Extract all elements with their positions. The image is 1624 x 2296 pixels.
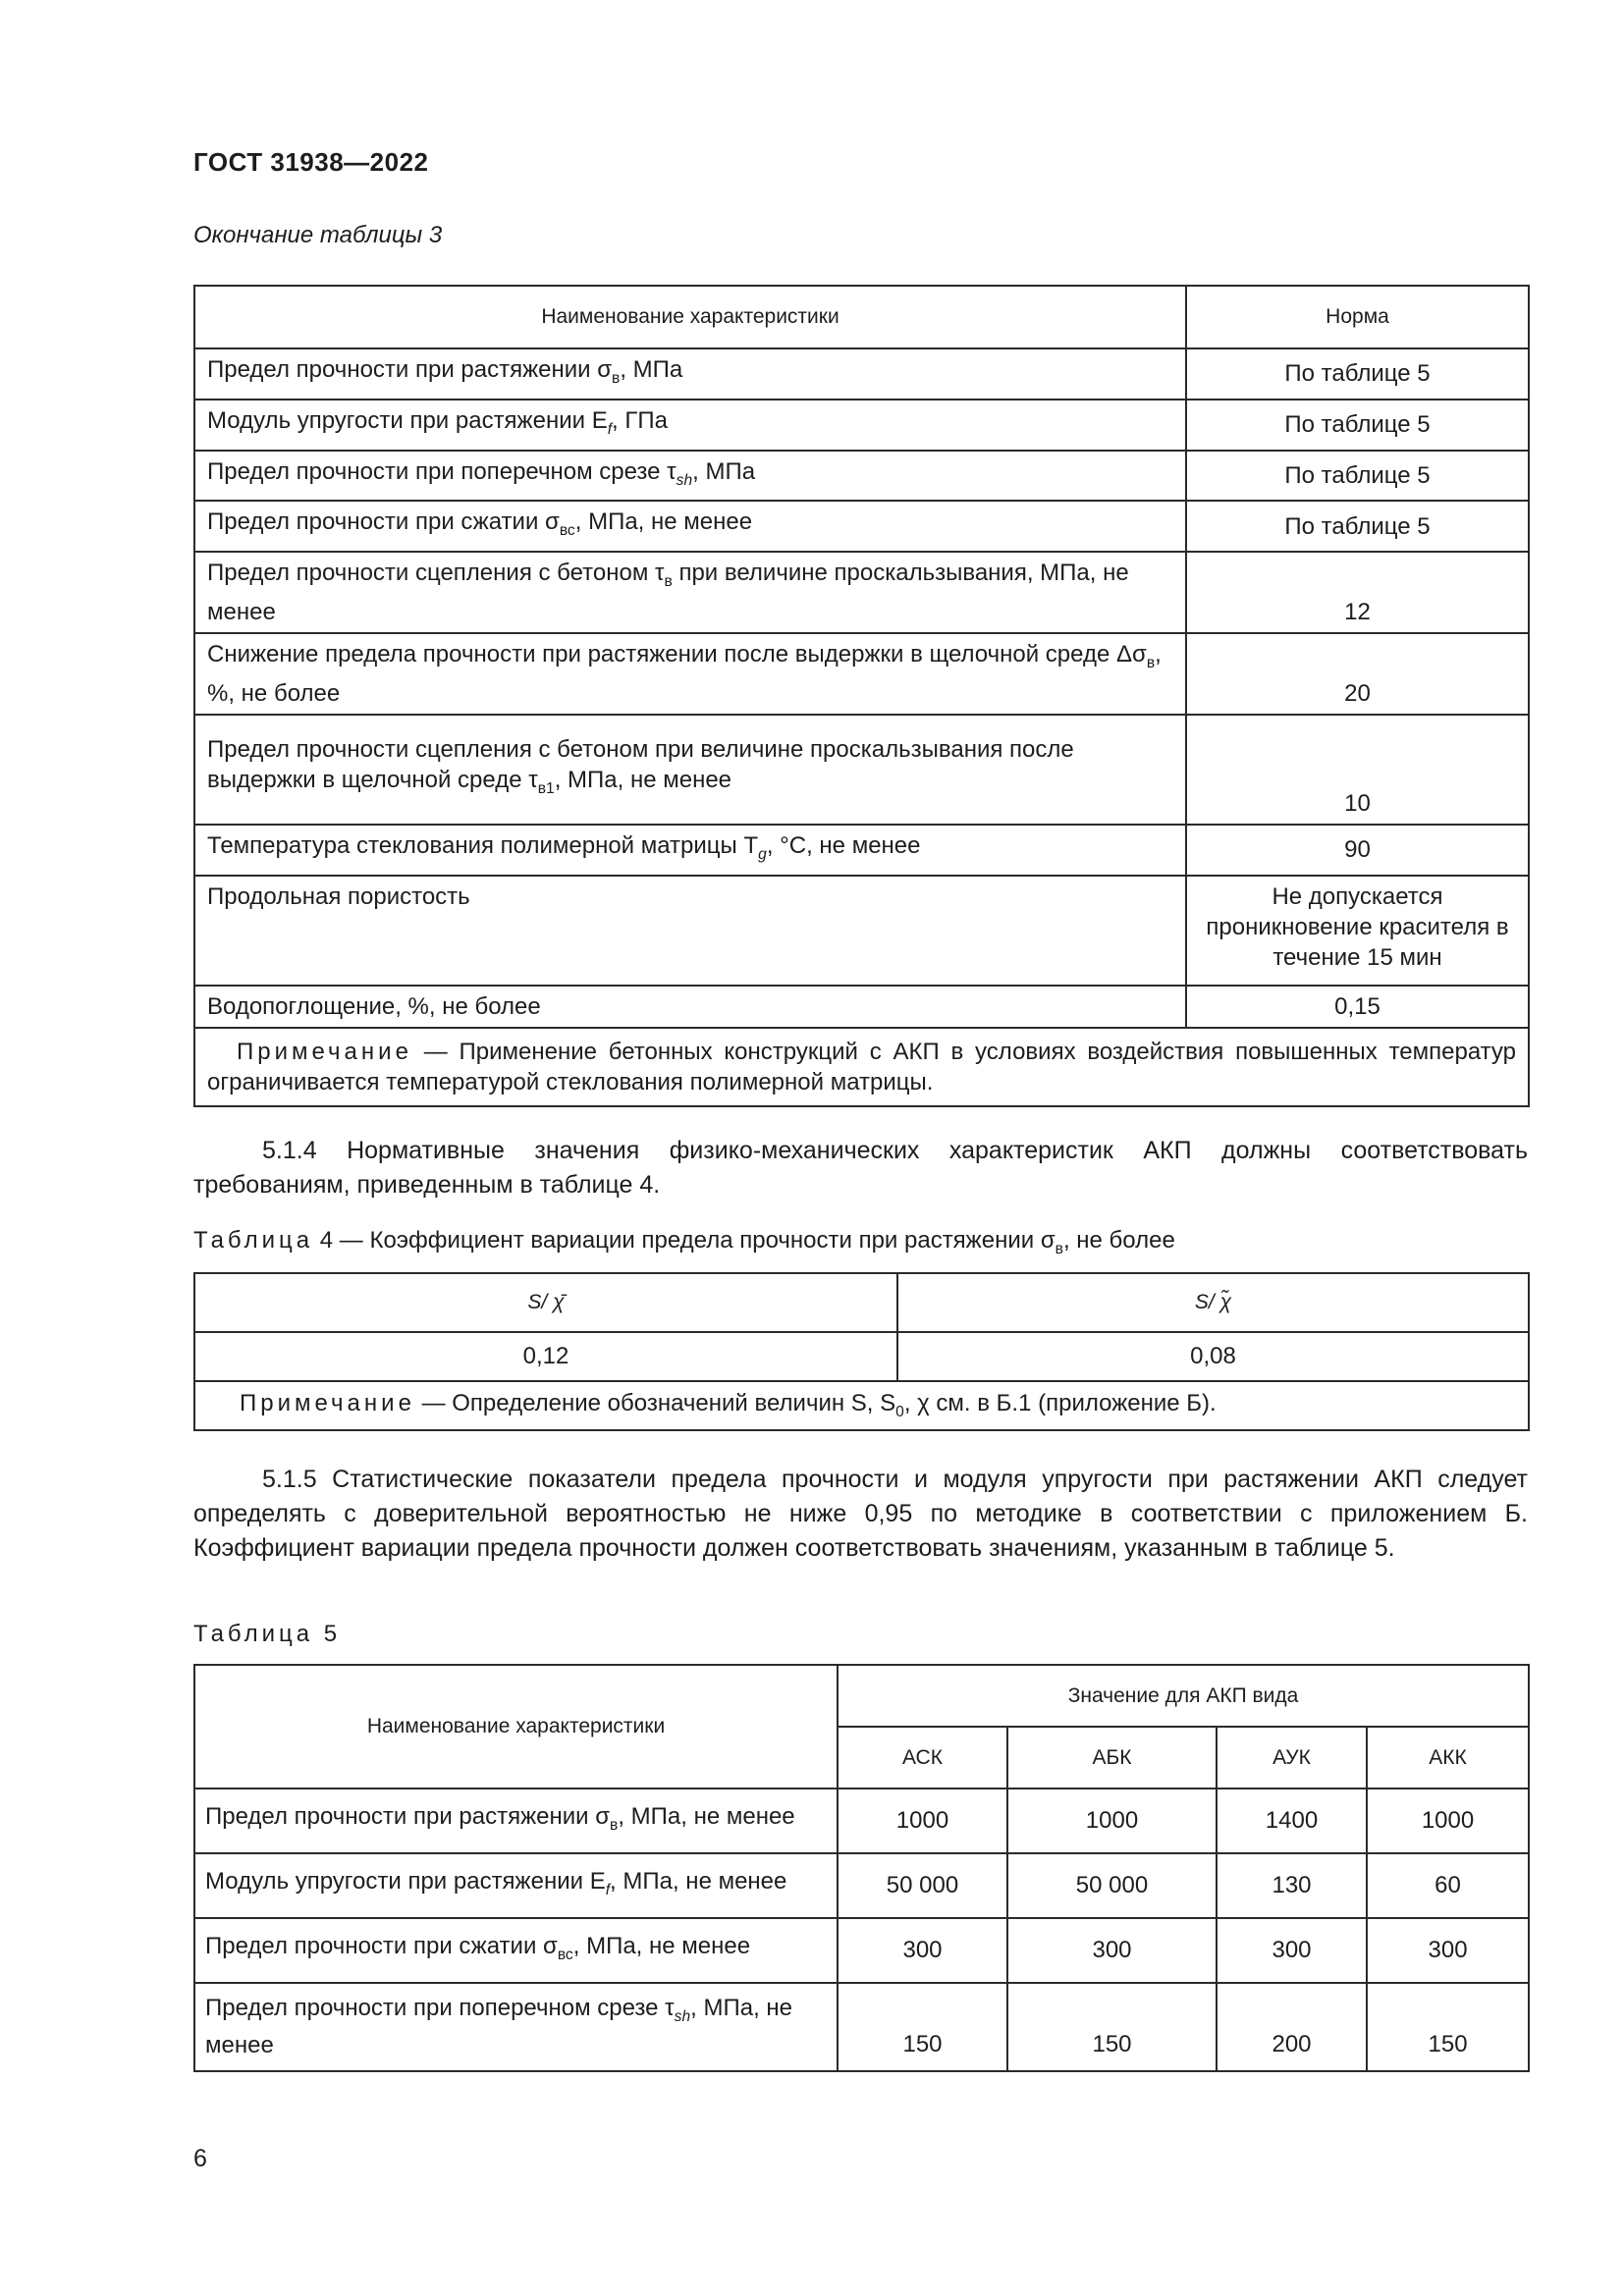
table-row	[194, 876, 1529, 986]
table-3-note-row	[194, 1028, 1529, 1106]
table-cell: 0,08	[897, 1332, 1529, 1381]
table-cell: 1000	[1367, 1789, 1529, 1853]
column-header-name: Наименование характеристики	[194, 286, 1186, 348]
table-cell: 1400	[1217, 1789, 1367, 1853]
row-norm: По таблице 5	[1186, 451, 1529, 502]
table-row	[194, 825, 1529, 876]
table-cell: 150	[1367, 1983, 1529, 2071]
row-norm: По таблице 5	[1186, 348, 1529, 400]
table-row	[194, 348, 1529, 400]
row-label: Снижение предела прочности при растяжении после выдержки в щелочной среде $\Delta\sigma_в$, %, не более	[194, 633, 1186, 715]
table-5-header-row	[194, 1665, 1529, 1727]
row-label: Модуль упругости при растяжении $E_f$, ГПа	[194, 400, 1186, 451]
table-cell: 300	[1367, 1918, 1529, 1983]
table-4-caption: Таблица 4 — Коэффициент вариации предела прочности при растяжении $\sigma_в$, не более	[193, 1227, 1175, 1257]
row-label: Предел прочности при растяжении $\sigma_в$, МПа	[194, 348, 1186, 400]
column-header-s-x-median: S/ χ̃	[897, 1273, 1529, 1332]
table-4-note: Примечание — Определение обозначений величин S, $S_0$, χ см. в Б.1 (приложение Б).	[194, 1381, 1529, 1430]
row-norm: По таблице 5	[1186, 501, 1529, 552]
page-number: 6	[193, 2145, 207, 2172]
table-cell: 130	[1217, 1853, 1367, 1918]
row-label: Предел прочности при поперечном срезе $\tau_{sh}$, МПа	[194, 451, 1186, 502]
table-4-note-row	[194, 1381, 1529, 1430]
row-norm: 10	[1186, 715, 1529, 825]
row-label: Водопоглощение, %, не более	[194, 986, 1186, 1028]
row-norm: Не допускается проникновение красителя в течение 15 мин	[1186, 876, 1529, 986]
column-header-s-x-mean: S/ χ̄	[194, 1273, 897, 1332]
table-cell: 150	[1007, 1983, 1217, 2071]
table-cell: 50 000	[838, 1853, 1007, 1918]
row-label: Предел прочности при сжатии $\sigma_{вс}$, МПа, не менее	[194, 501, 1186, 552]
table-cell: 300	[1217, 1918, 1367, 1983]
table-row	[194, 501, 1529, 552]
table-3-note	[194, 1028, 1529, 1106]
table-3-header-row	[194, 286, 1529, 348]
row-label: Предел прочности сцепления с бетоном $\tau_в$ при величине проскальзывания, МПа, не менее	[194, 552, 1186, 633]
row-norm: 90	[1186, 825, 1529, 876]
note-text: — Применение бетонных конструкций с АКП в условиях воздействия повышенных температур ограничивается температурой стеклования полимерной матрицы.	[207, 1038, 1516, 1095]
table-row	[194, 1983, 1529, 2071]
column-group-header: Значение для АКП вида	[838, 1665, 1529, 1727]
row-norm: 0,15	[1186, 986, 1529, 1028]
table-row	[194, 1332, 1529, 1381]
table-4-header-row	[194, 1273, 1529, 1332]
note-label: Примечание	[237, 1038, 412, 1065]
table-cell: 50 000	[1007, 1853, 1217, 1918]
row-label: Продольная пористость	[194, 876, 1186, 986]
row-label: Предел прочности при поперечном срезе $\tau_{sh}$, МПа, не менее	[194, 1983, 838, 2071]
table-cell: 150	[838, 1983, 1007, 2071]
table-continuation-label: Окончание таблицы 3	[193, 222, 443, 248]
table-cell: 1000	[1007, 1789, 1217, 1853]
paragraph-5-1-5: 5.1.5 Статистические показатели предела прочности и модуля упругости при растяжении АКП следует определять с доверительной вероятностью не ниже 0,95 по методике в соответствии с приложением Б. Коэффициент вариации предела прочности должен соответствовать значениям, указанным в таблице 5.	[193, 1466, 1528, 1562]
table-cell: 200	[1217, 1983, 1367, 2071]
row-label: Предел прочности при сжатии $\sigma_{вс}$, МПа, не менее	[194, 1918, 838, 1983]
row-label: Температура стеклования полимерной матрицы $T_g$, °С, не менее	[194, 825, 1186, 876]
document-id: ГОСТ 31938—2022	[193, 147, 429, 177]
table-row	[194, 1853, 1529, 1918]
table-row	[194, 1789, 1529, 1853]
table-3	[193, 285, 1530, 1107]
table-row	[194, 1918, 1529, 1983]
table-5	[193, 1664, 1530, 2072]
column-header-norm: Норма	[1186, 286, 1529, 348]
row-label: Модуль упругости при растяжении $E_f$, МПа, не менее	[194, 1853, 838, 1918]
table-cell: 300	[1007, 1918, 1217, 1983]
column-header-akk: АКК	[1367, 1727, 1529, 1789]
table-4	[193, 1272, 1530, 1431]
row-norm: 20	[1186, 633, 1529, 715]
column-header-auk: АУК	[1217, 1727, 1367, 1789]
row-label: Предел прочности при растяжении $\sigma_в$, МПа, не менее	[194, 1789, 838, 1853]
table-cell: 60	[1367, 1853, 1529, 1918]
row-label: Предел прочности сцепления с бетоном при величине проскальзывания после выдержки в щелочной среде $\tau_{в1}$, МПа, не менее	[194, 715, 1186, 825]
table-cell: 1000	[838, 1789, 1007, 1853]
table-row	[194, 715, 1529, 825]
table-row	[194, 552, 1529, 633]
table-cell: 0,12	[194, 1332, 897, 1381]
table-cell: 300	[838, 1918, 1007, 1983]
row-norm: 12	[1186, 552, 1529, 633]
paragraph-5-1-4: 5.1.4 Нормативные значения физико-механических характеристик АКП должны соответствовать требованиям, приведенным в таблице 4.	[193, 1137, 1528, 1199]
row-norm: По таблице 5	[1186, 400, 1529, 451]
table-row	[194, 451, 1529, 502]
column-header-ask: АСК	[838, 1727, 1007, 1789]
column-header-abk: АБК	[1007, 1727, 1217, 1789]
table-5-caption: Таблица 5	[193, 1621, 342, 1647]
column-header-name: Наименование характеристики	[194, 1665, 838, 1789]
table-row	[194, 400, 1529, 451]
table-row	[194, 633, 1529, 715]
table-row	[194, 986, 1529, 1028]
